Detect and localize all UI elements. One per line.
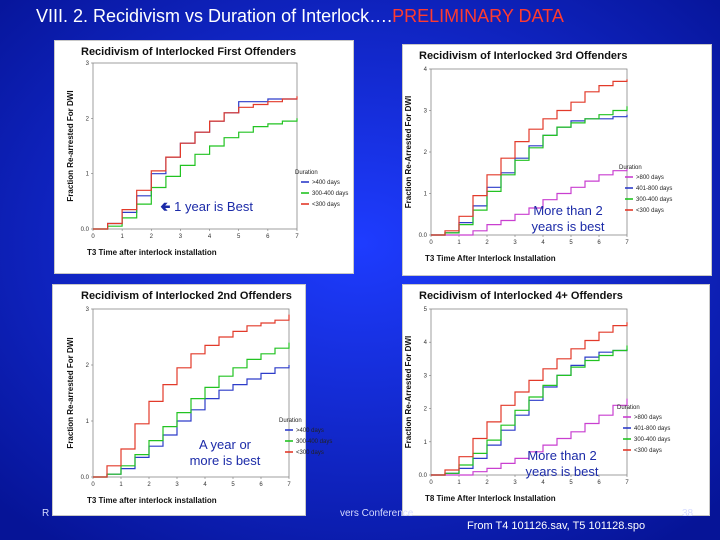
x-tick-label: 4 (207, 234, 212, 240)
x-tick-label: 3 (175, 482, 179, 488)
x-tick-label: 7 (625, 240, 629, 246)
y-axis-label: Fraction Re-Arrested For DWI (404, 335, 413, 449)
legend-title: Duration (617, 405, 640, 411)
y-tick-label: 3 (423, 108, 427, 115)
annotation-2nd-offenders: A year or more is best (189, 437, 261, 468)
x-tick-label: 4 (541, 480, 545, 486)
chart-svg (403, 285, 709, 515)
legend-label: 300-400 days (312, 191, 349, 197)
legend-label: >400 days (312, 180, 340, 186)
footer-page-number: 38 (682, 508, 694, 519)
annotation-text: 1 year is Best (174, 199, 253, 214)
y-tick-label: 5 (423, 307, 427, 313)
x-tick-label: 1 (120, 234, 124, 240)
chart-panel-first-offenders (54, 40, 354, 274)
x-tick-label: 2 (149, 234, 153, 240)
slide-title (36, 6, 564, 27)
annotation-4plus-offenders: More than 2 years is best (525, 448, 599, 479)
annotation-3rd-offenders: More than 2 years is best (531, 203, 605, 234)
x-tick-label: 2 (485, 240, 489, 246)
y-tick-label: 0.0 (418, 473, 427, 479)
x-tick-label: 5 (569, 480, 573, 486)
legend-label: <300 days (636, 208, 664, 214)
chart-panel-4plus-offenders (402, 284, 710, 516)
y-tick-label: 0.0 (80, 475, 89, 481)
chart-title: Recidivism of Interlocked 4+ Offenders (419, 290, 623, 302)
legend-label: 401-800 days (636, 186, 673, 192)
x-tick-label: 6 (259, 482, 263, 488)
y-tick-label: 4 (423, 67, 427, 73)
x-tick-label: 2 (485, 480, 489, 486)
legend-title: Duration (619, 165, 642, 171)
x-tick-label: 4 (203, 482, 207, 488)
footer-conference-text: vers Conference (340, 508, 414, 519)
chart-svg (55, 41, 353, 273)
x-tick-label: 1 (119, 482, 123, 488)
x-tick-label: 5 (569, 240, 573, 246)
y-tick-label: 0.0 (418, 233, 427, 239)
y-tick-label: 2 (85, 116, 89, 123)
legend-label: >400 days (296, 428, 324, 434)
y-tick-label: 4 (423, 340, 427, 347)
legend-label: <300 days (634, 448, 662, 454)
x-axis-label: T3 Time after interlock installation (87, 248, 217, 257)
x-tick-label: 1 (457, 240, 461, 246)
y-axis-label: Fraction Re-Arrested For DWI (404, 95, 413, 209)
legend-label: 300-400 days (636, 197, 673, 203)
y-tick-label: 3 (85, 307, 89, 313)
y-tick-label: 2 (85, 363, 89, 369)
chart-title: Recidivism of Interlocked 3rd Offenders (419, 50, 628, 62)
x-tick-label: 3 (513, 240, 517, 246)
x-tick-label: 0 (429, 240, 433, 246)
legend-label: >800 days (636, 175, 664, 181)
legend-label: 300-400 days (296, 439, 333, 445)
chart-title: Recidivism of Interlocked First Offenders (81, 46, 297, 58)
y-tick-label: 2 (423, 406, 427, 413)
legend-label: 401-800 days (634, 426, 671, 432)
y-tick-label: 3 (423, 373, 427, 380)
y-tick-label: 3 (85, 61, 89, 67)
legend-title: Duration (295, 170, 318, 176)
y-tick-label: 1 (85, 171, 89, 178)
y-tick-label: 2 (423, 150, 427, 156)
x-axis-label: T3 Time after interlock installation (87, 496, 217, 505)
x-tick-label: 7 (625, 480, 629, 486)
x-tick-label: 6 (597, 480, 601, 486)
chart-title: Recidivism of Interlocked 2nd Offenders (81, 290, 292, 302)
source-note: From T4 101126.sav, T5 101128.spo (467, 520, 646, 532)
x-tick-label: 5 (237, 234, 241, 240)
chart-svg (53, 285, 333, 515)
slide-title-main: VIII. 2. Recidivism vs Duration of Interlock…. (36, 6, 393, 26)
legend-title: Duration (279, 418, 302, 424)
legend-label: <300 days (312, 202, 340, 208)
y-tick-label: 1 (85, 419, 89, 425)
y-axis-label: Fraction Re-arrested For DWI (66, 337, 75, 449)
x-tick-label: 0 (429, 480, 433, 486)
y-tick-label: 1 (423, 191, 427, 198)
x-tick-label: 7 (295, 234, 299, 240)
legend-label: <300 days (296, 450, 324, 456)
chart-panel-3rd-offenders (402, 44, 712, 276)
x-axis-label: T8 Time After Interlock Installation (425, 494, 556, 503)
y-tick-label: 1 (423, 439, 427, 446)
x-axis-label: T3 Time After Interlock Installation (425, 254, 556, 263)
x-tick-label: 0 (91, 234, 95, 240)
x-tick-label: 1 (457, 480, 461, 486)
x-tick-label: 6 (266, 234, 270, 240)
chart-panel-2nd-offenders (52, 284, 333, 516)
annotation-first-offenders (160, 199, 253, 215)
x-tick-label: 3 (178, 234, 183, 240)
chart-svg (403, 45, 711, 275)
legend-label: >800 days (634, 415, 662, 421)
x-tick-label: 7 (287, 482, 291, 488)
x-tick-label: 6 (597, 240, 601, 246)
x-tick-label: 5 (231, 482, 235, 488)
slide-title-highlight: PRELIMINARY DATA (392, 6, 564, 26)
y-tick-label: 0.0 (80, 227, 89, 233)
x-tick-label: 3 (513, 480, 517, 486)
footer-left-text: R (42, 508, 50, 519)
legend-label: 300-400 days (634, 437, 671, 443)
y-axis-label: Fraction Re-arrested For DWI (66, 90, 75, 202)
arrow-left-icon: 🢀 (160, 199, 171, 214)
x-tick-label: 0 (91, 482, 95, 488)
x-tick-label: 4 (541, 240, 545, 246)
x-tick-label: 2 (147, 482, 151, 488)
